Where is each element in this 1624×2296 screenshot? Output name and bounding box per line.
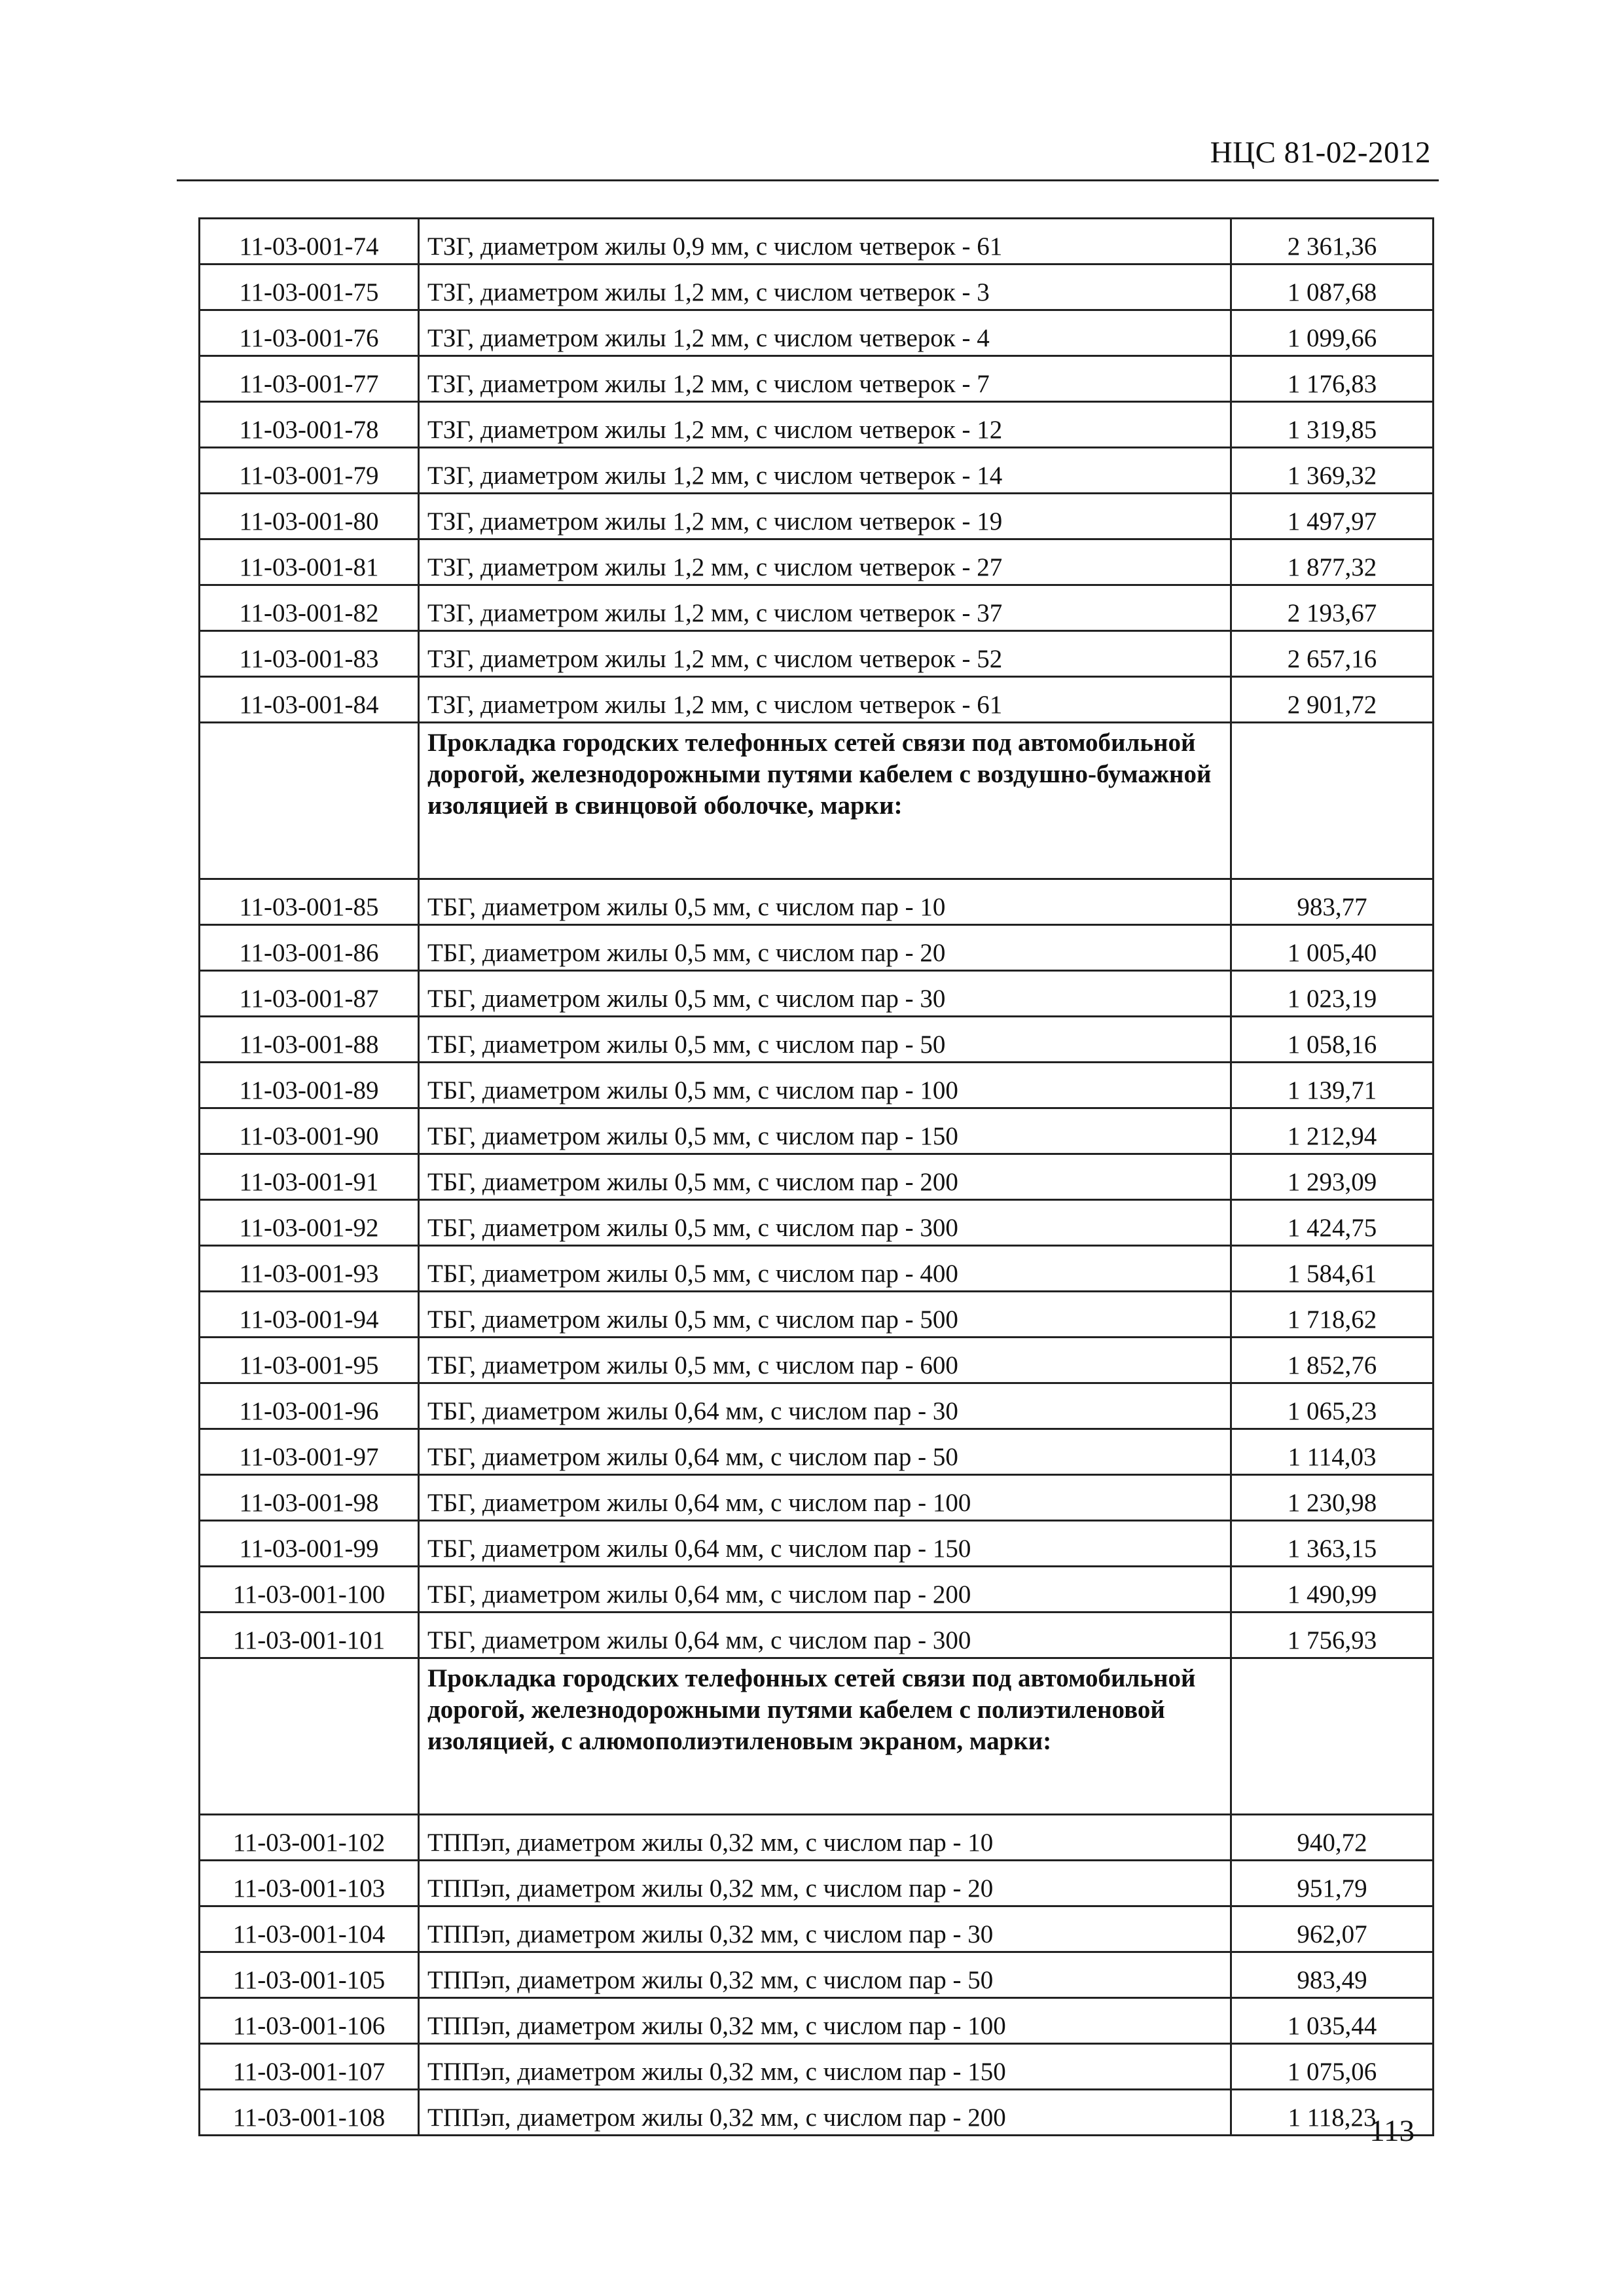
code-cell (200, 1658, 419, 1815)
description-cell: ТЗГ, диаметром жилы 1,2 мм, с числом четверок - 19 (419, 494, 1231, 539)
description-cell: ТБГ, диаметром жилы 0,64 мм, с числом пар - 150 (419, 1521, 1231, 1567)
table-row (200, 879, 1434, 925)
price-cell: 1 497,97 (1231, 494, 1434, 539)
table-row (200, 1108, 1434, 1154)
description-cell: ТЗГ, диаметром жилы 1,2 мм, с числом четверок - 12 (419, 402, 1231, 448)
table-row (200, 2090, 1434, 2136)
table-row (200, 677, 1434, 723)
description-cell: ТБГ, диаметром жилы 0,64 мм, с числом пар - 50 (419, 1429, 1231, 1475)
description-cell: Прокладка городских телефонных сетей связи под автомобильной дорогой, железнодорожными путями кабелем с воздушно-бумажной изоляцией в свинцовой оболочке, марки: (419, 723, 1231, 879)
code-cell: 11-03-001-85 (200, 879, 419, 925)
price-cell: 1 756,93 (1231, 1613, 1434, 1658)
price-cell: 1 035,44 (1231, 1998, 1434, 2044)
code-cell: 11-03-001-84 (200, 677, 419, 723)
price-cell: 1 369,32 (1231, 448, 1434, 494)
code-cell: 11-03-001-100 (200, 1567, 419, 1613)
description-cell: ТППэп, диаметром жилы 0,32 мм, с числом пар - 10 (419, 1815, 1231, 1861)
code-cell: 11-03-001-78 (200, 402, 419, 448)
table-row (200, 494, 1434, 539)
price-cell: 1 114,03 (1231, 1429, 1434, 1475)
description-cell: ТЗГ, диаметром жилы 1,2 мм, с числом четверок - 27 (419, 539, 1231, 585)
price-cell (1231, 1658, 1434, 1815)
code-cell: 11-03-001-87 (200, 971, 419, 1017)
price-cell: 1 424,75 (1231, 1200, 1434, 1246)
table-row (200, 1429, 1434, 1475)
code-cell: 11-03-001-95 (200, 1338, 419, 1383)
table-row (200, 2044, 1434, 2090)
code-cell: 11-03-001-102 (200, 1815, 419, 1861)
table-row (200, 1338, 1434, 1383)
table-row (200, 1154, 1434, 1200)
description-cell: ТБГ, диаметром жилы 0,64 мм, с числом пар - 100 (419, 1475, 1231, 1521)
price-cell: 951,79 (1231, 1861, 1434, 1906)
price-cell: 1 099,66 (1231, 310, 1434, 356)
page-number: 113 (1369, 2114, 1415, 2148)
code-cell: 11-03-001-105 (200, 1952, 419, 1998)
price-cell: 1 852,76 (1231, 1338, 1434, 1383)
table-row (200, 402, 1434, 448)
code-cell: 11-03-001-99 (200, 1521, 419, 1567)
table-row (200, 1952, 1434, 1998)
code-cell (200, 723, 419, 879)
price-table-body (200, 219, 1434, 2136)
code-cell: 11-03-001-97 (200, 1429, 419, 1475)
price-cell: 1 023,19 (1231, 971, 1434, 1017)
table-row (200, 1063, 1434, 1108)
code-cell: 11-03-001-90 (200, 1108, 419, 1154)
price-table (198, 217, 1434, 2136)
description-cell: ТППэп, диаметром жилы 0,32 мм, с числом пар - 150 (419, 2044, 1231, 2090)
section-header-row (200, 723, 1434, 879)
code-cell: 11-03-001-74 (200, 219, 419, 264)
description-cell: ТБГ, диаметром жилы 0,5 мм, с числом пар - 600 (419, 1338, 1231, 1383)
price-cell: 2 657,16 (1231, 631, 1434, 677)
code-cell: 11-03-001-108 (200, 2090, 419, 2136)
description-cell: ТППэп, диаметром жилы 0,32 мм, с числом пар - 100 (419, 1998, 1231, 2044)
table-row (200, 1613, 1434, 1658)
table-row (200, 1475, 1434, 1521)
code-cell: 11-03-001-106 (200, 1998, 419, 2044)
table-row (200, 1292, 1434, 1338)
table-row (200, 971, 1434, 1017)
price-cell: 1 212,94 (1231, 1108, 1434, 1154)
description-cell: ТЗГ, диаметром жилы 1,2 мм, с числом четверок - 52 (419, 631, 1231, 677)
table-row (200, 219, 1434, 264)
description-cell: ТБГ, диаметром жилы 0,5 мм, с числом пар - 400 (419, 1246, 1231, 1292)
description-cell: ТБГ, диаметром жилы 0,5 мм, с числом пар - 20 (419, 925, 1231, 971)
price-cell: 1 058,16 (1231, 1017, 1434, 1063)
description-cell: ТЗГ, диаметром жилы 1,2 мм, с числом четверок - 61 (419, 677, 1231, 723)
price-cell: 940,72 (1231, 1815, 1434, 1861)
table-row (200, 1567, 1434, 1613)
code-cell: 11-03-001-93 (200, 1246, 419, 1292)
table-row (200, 264, 1434, 310)
description-cell: Прокладка городских телефонных сетей связи под автомобильной дорогой, железнодорожными путями кабелем с полиэтиленовой изоляцией, с алюмополиэтиленовым экраном, марки: (419, 1658, 1231, 1815)
code-cell: 11-03-001-91 (200, 1154, 419, 1200)
code-cell: 11-03-001-83 (200, 631, 419, 677)
description-cell: ТППэп, диаметром жилы 0,32 мм, с числом пар - 50 (419, 1952, 1231, 1998)
price-cell: 1 176,83 (1231, 356, 1434, 402)
price-cell: 1 118,23 (1231, 2090, 1434, 2136)
table-row (200, 1017, 1434, 1063)
price-cell: 1 490,99 (1231, 1567, 1434, 1613)
description-cell: ТБГ, диаметром жилы 0,64 мм, с числом пар - 200 (419, 1567, 1231, 1613)
section-header-row (200, 1658, 1434, 1815)
document-code: НЦС 81-02-2012 (1210, 136, 1431, 170)
description-cell: ТЗГ, диаметром жилы 0,9 мм, с числом четверок - 61 (419, 219, 1231, 264)
price-cell: 983,49 (1231, 1952, 1434, 1998)
description-cell: ТППэп, диаметром жилы 0,32 мм, с числом пар - 20 (419, 1861, 1231, 1906)
code-cell: 11-03-001-88 (200, 1017, 419, 1063)
description-cell: ТППэп, диаметром жилы 0,32 мм, с числом пар - 30 (419, 1906, 1231, 1952)
table-row (200, 1200, 1434, 1246)
code-cell: 11-03-001-80 (200, 494, 419, 539)
description-cell: ТБГ, диаметром жилы 0,64 мм, с числом пар - 300 (419, 1613, 1231, 1658)
description-cell: ТБГ, диаметром жилы 0,5 мм, с числом пар - 50 (419, 1017, 1231, 1063)
description-cell: ТБГ, диаметром жилы 0,5 мм, с числом пар - 30 (419, 971, 1231, 1017)
price-cell: 1 005,40 (1231, 925, 1434, 971)
description-cell: ТЗГ, диаметром жилы 1,2 мм, с числом четверок - 3 (419, 264, 1231, 310)
description-cell: ТБГ, диаметром жилы 0,5 мм, с числом пар - 150 (419, 1108, 1231, 1154)
description-cell: ТБГ, диаметром жилы 0,5 мм, с числом пар - 10 (419, 879, 1231, 925)
price-cell: 1 363,15 (1231, 1521, 1434, 1567)
price-cell: 1 139,71 (1231, 1063, 1434, 1108)
table-row (200, 539, 1434, 585)
price-cell: 1 087,68 (1231, 264, 1434, 310)
code-cell: 11-03-001-103 (200, 1861, 419, 1906)
code-cell: 11-03-001-104 (200, 1906, 419, 1952)
code-cell: 11-03-001-98 (200, 1475, 419, 1521)
description-cell: ТБГ, диаметром жилы 0,5 мм, с числом пар - 100 (419, 1063, 1231, 1108)
code-cell: 11-03-001-107 (200, 2044, 419, 2090)
code-cell: 11-03-001-81 (200, 539, 419, 585)
code-cell: 11-03-001-94 (200, 1292, 419, 1338)
code-cell: 11-03-001-79 (200, 448, 419, 494)
code-cell: 11-03-001-76 (200, 310, 419, 356)
price-cell: 983,77 (1231, 879, 1434, 925)
table-row (200, 356, 1434, 402)
description-cell: ТБГ, диаметром жилы 0,5 мм, с числом пар - 300 (419, 1200, 1231, 1246)
code-cell: 11-03-001-75 (200, 264, 419, 310)
description-cell: ТБГ, диаметром жилы 0,5 мм, с числом пар - 500 (419, 1292, 1231, 1338)
price-cell: 1 877,32 (1231, 539, 1434, 585)
price-cell: 1 584,61 (1231, 1246, 1434, 1292)
table-row (200, 1521, 1434, 1567)
code-cell: 11-03-001-82 (200, 585, 419, 631)
code-cell: 11-03-001-101 (200, 1613, 419, 1658)
table-row (200, 448, 1434, 494)
table-row (200, 1998, 1434, 2044)
description-cell: ТЗГ, диаметром жилы 1,2 мм, с числом четверок - 7 (419, 356, 1231, 402)
table-row (200, 310, 1434, 356)
table-row (200, 631, 1434, 677)
code-cell: 11-03-001-89 (200, 1063, 419, 1108)
price-cell: 1 293,09 (1231, 1154, 1434, 1200)
table-row (200, 585, 1434, 631)
description-cell: ТЗГ, диаметром жилы 1,2 мм, с числом четверок - 4 (419, 310, 1231, 356)
price-cell: 1 718,62 (1231, 1292, 1434, 1338)
description-cell: ТППэп, диаметром жилы 0,32 мм, с числом пар - 200 (419, 2090, 1231, 2136)
code-cell: 11-03-001-77 (200, 356, 419, 402)
price-cell: 1 075,06 (1231, 2044, 1434, 2090)
table-row (200, 1246, 1434, 1292)
price-cell: 1 230,98 (1231, 1475, 1434, 1521)
code-cell: 11-03-001-96 (200, 1383, 419, 1429)
price-cell: 2 901,72 (1231, 677, 1434, 723)
code-cell: 11-03-001-86 (200, 925, 419, 971)
description-cell: ТБГ, диаметром жилы 0,5 мм, с числом пар - 200 (419, 1154, 1231, 1200)
description-cell: ТБГ, диаметром жилы 0,64 мм, с числом пар - 30 (419, 1383, 1231, 1429)
table-row (200, 1906, 1434, 1952)
price-cell: 2 193,67 (1231, 585, 1434, 631)
price-cell: 1 319,85 (1231, 402, 1434, 448)
description-cell: ТЗГ, диаметром жилы 1,2 мм, с числом четверок - 37 (419, 585, 1231, 631)
price-cell: 1 065,23 (1231, 1383, 1434, 1429)
code-cell: 11-03-001-92 (200, 1200, 419, 1246)
document-header (177, 124, 1439, 181)
table-row (200, 1383, 1434, 1429)
table-row (200, 1815, 1434, 1861)
price-cell: 2 361,36 (1231, 219, 1434, 264)
description-cell: ТЗГ, диаметром жилы 1,2 мм, с числом четверок - 14 (419, 448, 1231, 494)
price-cell (1231, 723, 1434, 879)
table-row (200, 1861, 1434, 1906)
table-row (200, 925, 1434, 971)
price-cell: 962,07 (1231, 1906, 1434, 1952)
